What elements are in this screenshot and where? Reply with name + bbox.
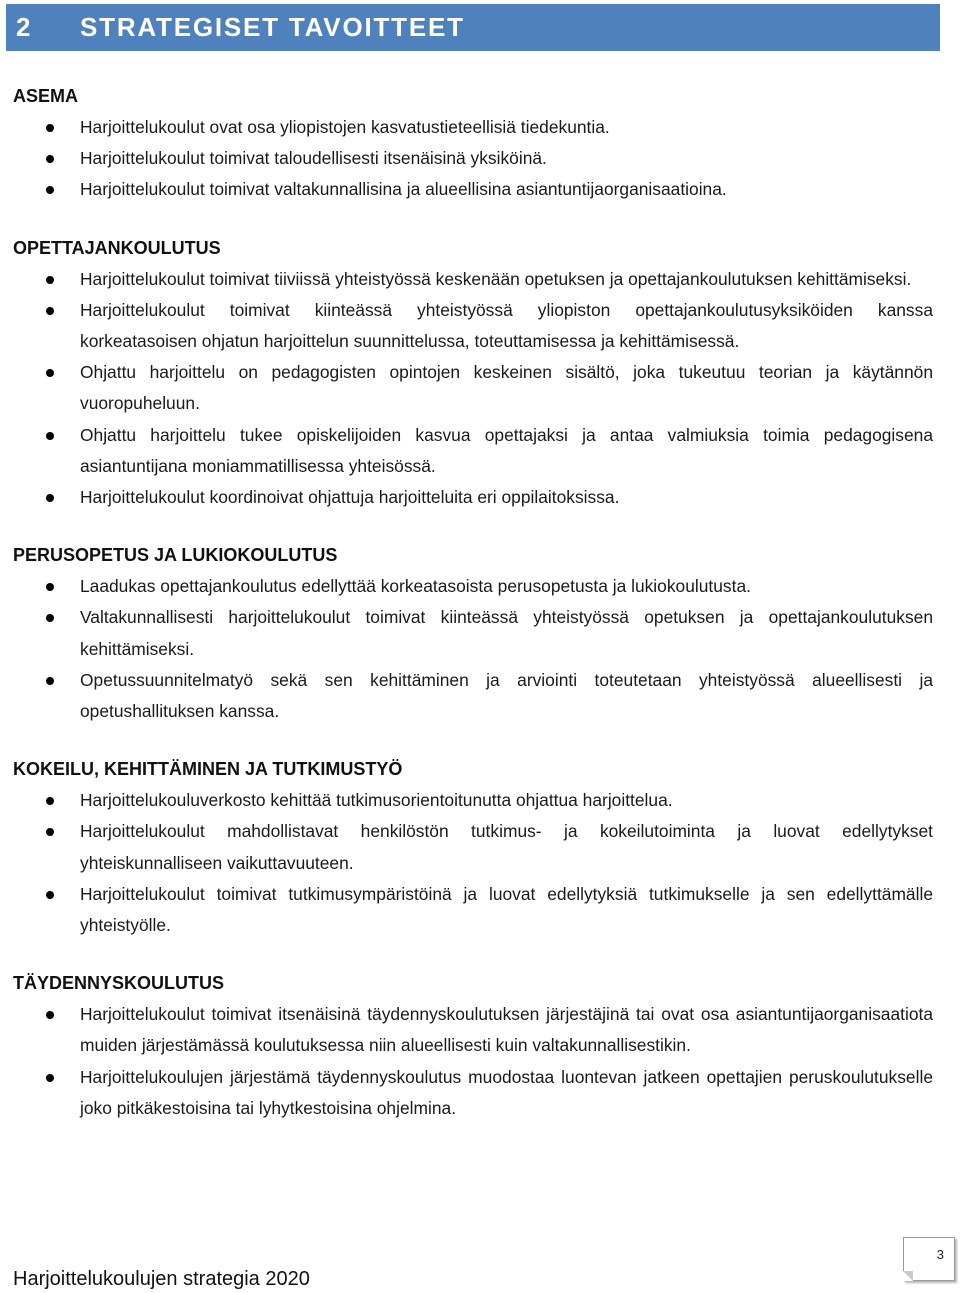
document-body [13,84,933,1124]
bullet-list [13,571,933,727]
bullet-icon [46,614,54,622]
list-item-text: Harjoittelukoulujen järjestämä täydennyskoulutus muodostaa luontevan jatkeen opettajien peruskoulutukselle joko pitkäkestoisina tai lyhytkestoisina ohjelmina. [80,1066,933,1118]
bullet-list [13,999,933,1124]
list-item-text: Ohjattu harjoittelu tukee opiskelijoiden kasvua opettajaksi ja antaa valmiuksia toimia pedagogisena asiantuntijana moniammatillisessa yhteisössä. [80,424,933,476]
chapter-heading-bar [6,4,940,51]
list-item-text: Harjoittelukoulut toimivat taloudellisesti itsenäisinä yksiköinä. [80,148,547,169]
section-opettajankoulutus [13,236,933,514]
list-item [13,482,933,513]
bullet-icon [46,186,54,194]
section-heading: KOKEILU, KEHITTÄMINEN JA TUTKIMUSTYÖ [13,759,403,780]
list-item [13,879,933,941]
list-item [13,571,933,602]
list-item [13,785,933,816]
list-item-text: Harjoittelukoulut mahdollistavat henkilöstön tutkimus- ja kokeilutoiminta ja luovat edellytykset yhteiskunnalliseen vaikuttavuuteen. [80,821,933,873]
bullet-icon [46,1074,54,1082]
list-item-text: Opetussuunnitelmatyö sekä sen kehittäminen ja arviointi toteutetaan yhteistyössä alueellisesti ja opetushallituksen kanssa. [80,669,933,722]
list-item [13,665,933,727]
bullet-icon [46,124,54,132]
bullet-list [13,112,933,206]
bullet-icon [46,891,54,899]
page-number: 3 [936,1247,944,1262]
list-item-text: Harjoittelukoulut toimivat tiiviissä yhteistyössä keskenään opetuksen ja opettajankoulutuksen kehittämiseksi. [80,268,912,289]
list-item-text: Harjoittelukoulut koordinoivat ohjattuja harjoitteluita eri oppilaitoksissa. [80,487,620,508]
list-item [13,143,933,174]
list-item [13,112,933,143]
bullet-icon [46,677,54,685]
list-item [13,264,933,295]
section-asema [13,84,933,206]
section-heading: TÄYDENNYSKOULUTUS [13,973,225,994]
list-item-text: Laadukas opettajankoulutus edellyttää korkeatasoista perusopetusta ja lukiokoulutusta. [80,576,751,597]
page-number-box [903,1237,955,1281]
bullet-icon [46,583,54,591]
bullet-icon [46,494,54,502]
list-item [13,602,933,664]
section-taydennyskoulutus [13,971,933,1124]
list-item-text: Harjoittelukoulut toimivat valtakunnallisina ja alueellisina asiantuntijaorganisaatioina. [80,179,727,200]
section-heading: OPETTAJANKOULUTUS [13,237,221,258]
list-item [13,357,933,419]
list-item-text: Harjoittelukoulut toimivat itsenäisinä täydennyskoulutuksen järjestäjinä tai ovat osa asiantuntijaorganisaatiota muiden järjestämässä koulutuksessa niin alueellisesti kuin valtakunnallisestikin. [80,1004,933,1056]
list-item [13,999,933,1061]
section-kokeilu-kehittaminen-tutkimustyo [13,757,933,941]
list-item [13,295,933,357]
list-item-text: Ohjattu harjoittelu on pedagogisten opintojen keskeinen sisältö, joka tukeutuu teorian ja käytännön vuoropuheluun. [80,362,933,414]
chapter-number: 2 [16,12,32,42]
section-perusopetus-ja-lukiokoulutus [13,543,933,727]
bullet-icon [46,797,54,805]
section-heading: ASEMA [13,86,79,106]
bullet-list [13,785,933,941]
list-item-text: Harjoittelukouluverkosto kehittää tutkimusorientoitunutta ohjattua harjoittelua. [80,790,673,811]
section-heading: PERUSOPETUS JA LUKIOKOULUTUS [13,545,338,566]
bullet-icon [46,432,54,440]
list-item [13,420,933,482]
list-item [13,1062,933,1124]
chapter-title: STRATEGISET TAVOITTEET [80,12,465,42]
bullet-icon [46,307,54,315]
bullet-icon [46,369,54,377]
list-item [13,816,933,878]
footer-document-title: Harjoittelukoulujen strategia 2020 [13,1268,310,1290]
bullet-icon [46,155,54,163]
list-item-text: Harjoittelukoulut toimivat tutkimusympäristöinä ja luovat edellytyksiä tutkimukselle ja sen edellyttämälle yhteistyölle. [80,883,933,936]
list-item-text: Valtakunnallisesti harjoittelukoulut toimivat kiinteässä yhteistyössä opetuksen ja opettajankoulutuksen kehittämiseksi. [80,607,933,659]
list-item-text: Harjoittelukoulut ovat osa yliopistojen kasvatustieteellisiä tiedekuntia. [80,117,610,137]
page-fold-icon [903,1271,913,1281]
list-item-text: Harjoittelukoulut toimivat kiinteässä yhteistyössä yliopiston opettajankoulutusyksiköiden kanssa korkeatasoisen ohjatun harjoittelun suunnittelussa, toteuttamisessa ja kehittämisessä. [80,299,933,352]
bullet-icon [46,276,54,284]
bullet-icon [46,1011,54,1019]
bullet-icon [46,828,54,836]
list-item [13,174,933,205]
bullet-list [13,264,933,514]
